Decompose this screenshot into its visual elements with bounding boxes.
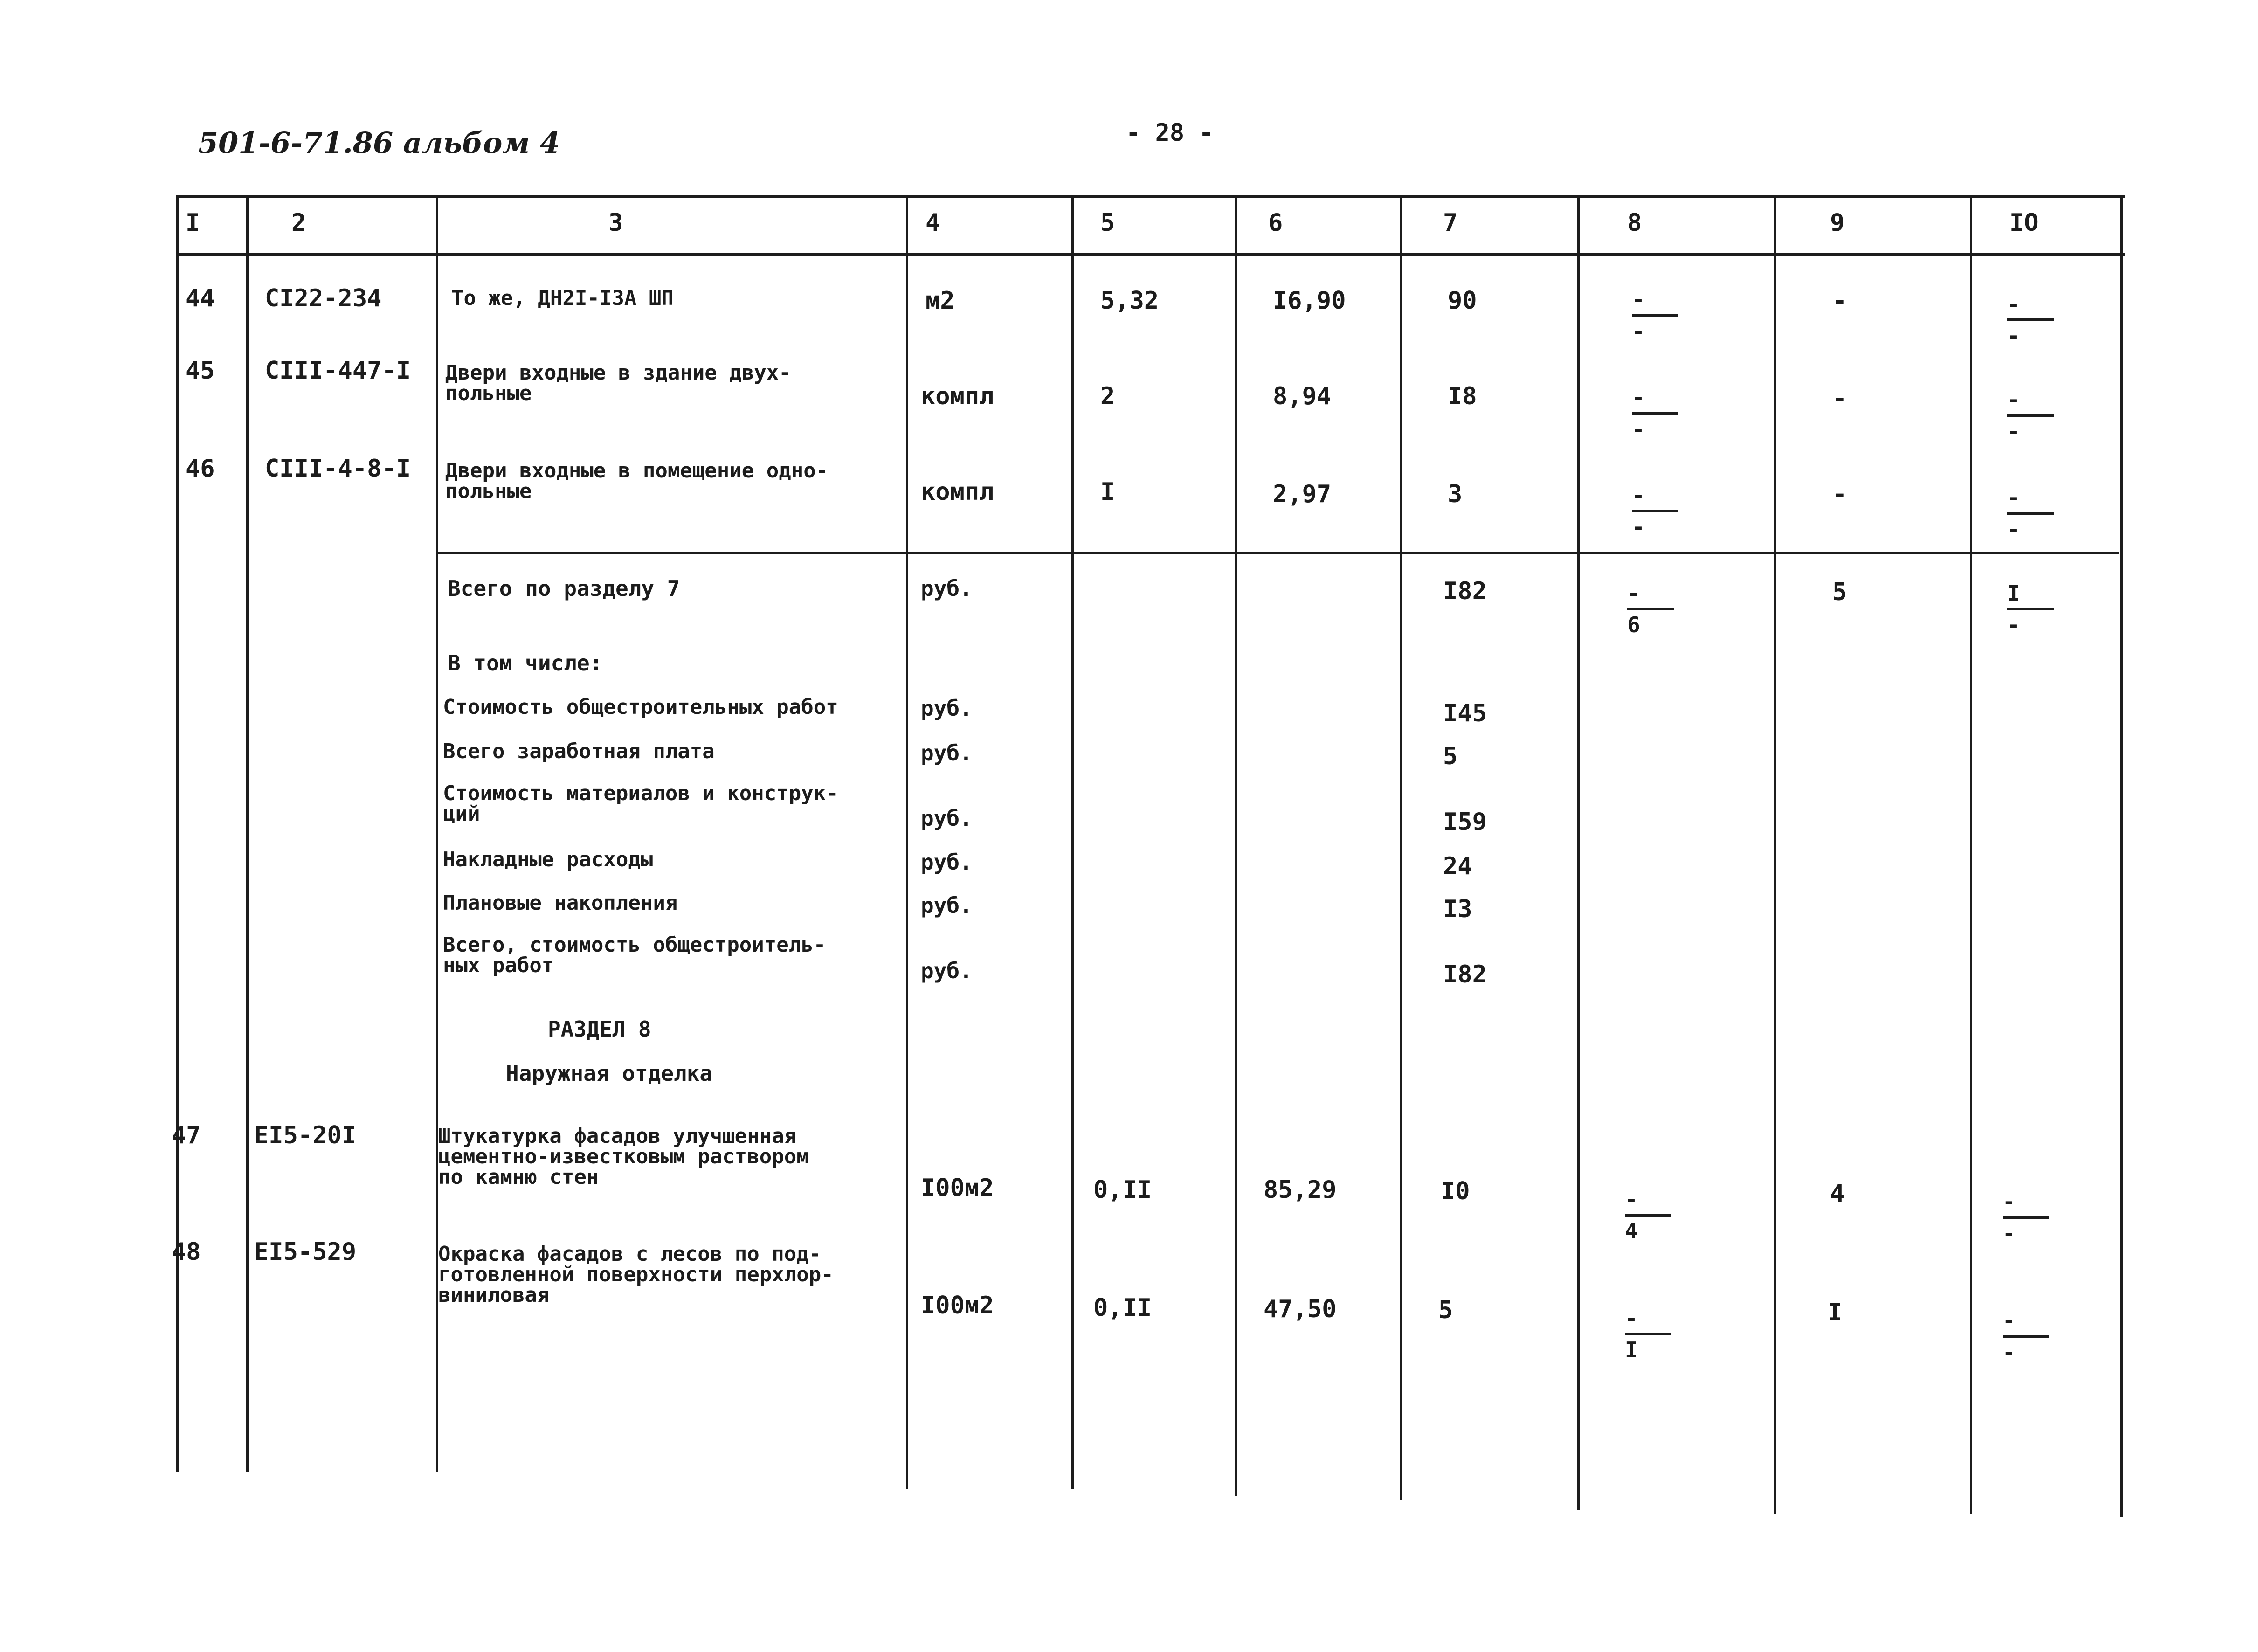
breakdown-label: Стоимость материалов и конструк- ций: [443, 781, 838, 826]
row-number: 45: [186, 357, 215, 385]
fraction-col10: - -: [2003, 1189, 2054, 1250]
section-subtitle: Наружная отделка: [506, 1061, 713, 1086]
header-bottom-border: [176, 253, 2125, 256]
work-description: Двери входные в здание двух- польные: [445, 361, 791, 405]
unit: компл: [921, 382, 994, 410]
breakdown-value: 5: [1443, 742, 1458, 770]
breakdown-value: I45: [1443, 699, 1487, 727]
section-total-value: I82: [1443, 577, 1487, 605]
unit-price: 8,94: [1273, 382, 1332, 410]
col-border-9: [1970, 195, 1972, 1514]
price-code: EI5-20I: [254, 1121, 357, 1149]
col-border-1: [246, 195, 249, 1472]
column-header-6: 6: [1268, 209, 1283, 237]
unit: компл: [921, 478, 994, 506]
price-code: CIII-447-I: [265, 357, 411, 385]
price-code: CIII-4-8-I: [265, 455, 411, 483]
row-number: 48: [172, 1238, 201, 1266]
unit: I00м2: [921, 1292, 994, 1320]
section-title: РАЗДЕЛ 8: [548, 1016, 651, 1042]
section-total-label: Всего по разделу 7: [448, 576, 680, 601]
col9-value: 4: [1830, 1180, 1845, 1208]
total-cost: I8: [1448, 382, 1477, 410]
fraction-col10: - -: [2003, 1308, 2054, 1369]
col9-value: -: [1832, 480, 1847, 508]
price-code: EI5-529: [254, 1238, 357, 1266]
column-header-2: 2: [291, 209, 306, 237]
including-label: В том числе:: [448, 650, 603, 676]
unit-price: 47,50: [1264, 1295, 1337, 1323]
work-description: Окраска фасадов с лесов по под- готовленной поверхности перхлор- виниловая: [438, 1242, 834, 1307]
quantity: 0,II: [1093, 1176, 1152, 1204]
col9-value: -: [1832, 385, 1847, 413]
section-total-col9: 5: [1832, 578, 1847, 606]
breakdown-label: Накладные расходы: [443, 848, 653, 871]
column-header-8: 8: [1627, 209, 1642, 237]
total-cost: 5: [1438, 1296, 1453, 1324]
column-header-3: 3: [608, 209, 623, 237]
fraction-col10: - -: [2007, 291, 2058, 352]
column-header-4: 4: [925, 209, 940, 237]
price-code: CI22-234: [265, 284, 382, 312]
col-border-0: [176, 195, 179, 1472]
unit-price: 2,97: [1273, 480, 1332, 508]
column-header-9: 9: [1830, 209, 1845, 237]
col-border-4: [1071, 195, 1074, 1489]
section-total-col8: - 6: [1627, 581, 1678, 641]
breakdown-label: Всего, стоимость общестроитель- ных работ: [443, 933, 826, 977]
column-header-7: 7: [1443, 209, 1458, 237]
total-cost: I0: [1441, 1177, 1470, 1205]
subtotal-separator: [438, 552, 2119, 554]
breakdown-unit: руб.: [921, 806, 973, 831]
section-total-col10: I -: [2007, 581, 2058, 641]
breakdown-unit: руб.: [921, 893, 973, 918]
col9-value: -: [1832, 287, 1847, 315]
album-reference: 501-6-71.86 альбом 4: [198, 126, 560, 160]
quantity: 2: [1100, 382, 1115, 410]
total-cost: 3: [1448, 480, 1463, 508]
col-border-6: [1400, 195, 1402, 1500]
fraction-col10: - -: [2007, 387, 2058, 448]
fraction-col8: - I: [1625, 1306, 1676, 1366]
breakdown-unit: руб.: [921, 740, 973, 766]
row-number: 44: [186, 284, 215, 312]
fraction-col8: - -: [1632, 483, 1683, 543]
breakdown-unit: руб.: [921, 958, 973, 983]
breakdown-value: 24: [1443, 852, 1472, 880]
work-description: Штукатурка фасадов улучшенная цементно-известковым раствором по камню стен: [438, 1124, 809, 1189]
fraction-col8: - 4: [1625, 1187, 1676, 1247]
row-number: 47: [172, 1121, 201, 1149]
unit: м2: [925, 287, 955, 315]
fraction-col10: - -: [2007, 485, 2058, 546]
col-border-5: [1235, 195, 1237, 1496]
work-description: То же, ДН2I-I3А ШП: [451, 286, 674, 310]
col9-value: I: [1828, 1299, 1843, 1327]
quantity: 0,II: [1093, 1294, 1152, 1322]
column-header-5: 5: [1100, 209, 1115, 237]
section-total-unit: руб.: [921, 576, 973, 601]
breakdown-value: I59: [1443, 808, 1487, 836]
col-border-7: [1577, 195, 1580, 1510]
unit-price: I6,90: [1273, 287, 1346, 315]
row-number: 46: [186, 455, 215, 483]
breakdown-label: Стоимость общестроительных работ: [443, 695, 838, 719]
unit-price: 85,29: [1264, 1176, 1337, 1204]
breakdown-label: Плановые накопления: [443, 891, 678, 915]
breakdown-label: Всего заработная плата: [443, 740, 715, 763]
quantity: 5,32: [1100, 287, 1159, 315]
col-border-3: [906, 195, 908, 1489]
work-description: Двери входные в помещение одно- польные: [445, 459, 829, 503]
breakdown-value: I3: [1443, 895, 1472, 923]
col-border-10: [2120, 195, 2123, 1517]
breakdown-value: I82: [1443, 961, 1487, 988]
unit: I00м2: [921, 1174, 994, 1202]
total-cost: 90: [1448, 287, 1477, 315]
fraction-col8: - -: [1632, 287, 1683, 347]
page-number: - 28 -: [1126, 119, 1214, 147]
quantity: I: [1100, 478, 1115, 506]
column-header-10: IO: [2009, 209, 2039, 237]
table-top-border: [176, 195, 2125, 198]
column-header-1: I: [186, 209, 200, 237]
breakdown-unit: руб.: [921, 696, 973, 721]
fraction-col8: - -: [1632, 385, 1683, 445]
breakdown-unit: руб.: [921, 850, 973, 875]
col-border-8: [1774, 195, 1776, 1514]
